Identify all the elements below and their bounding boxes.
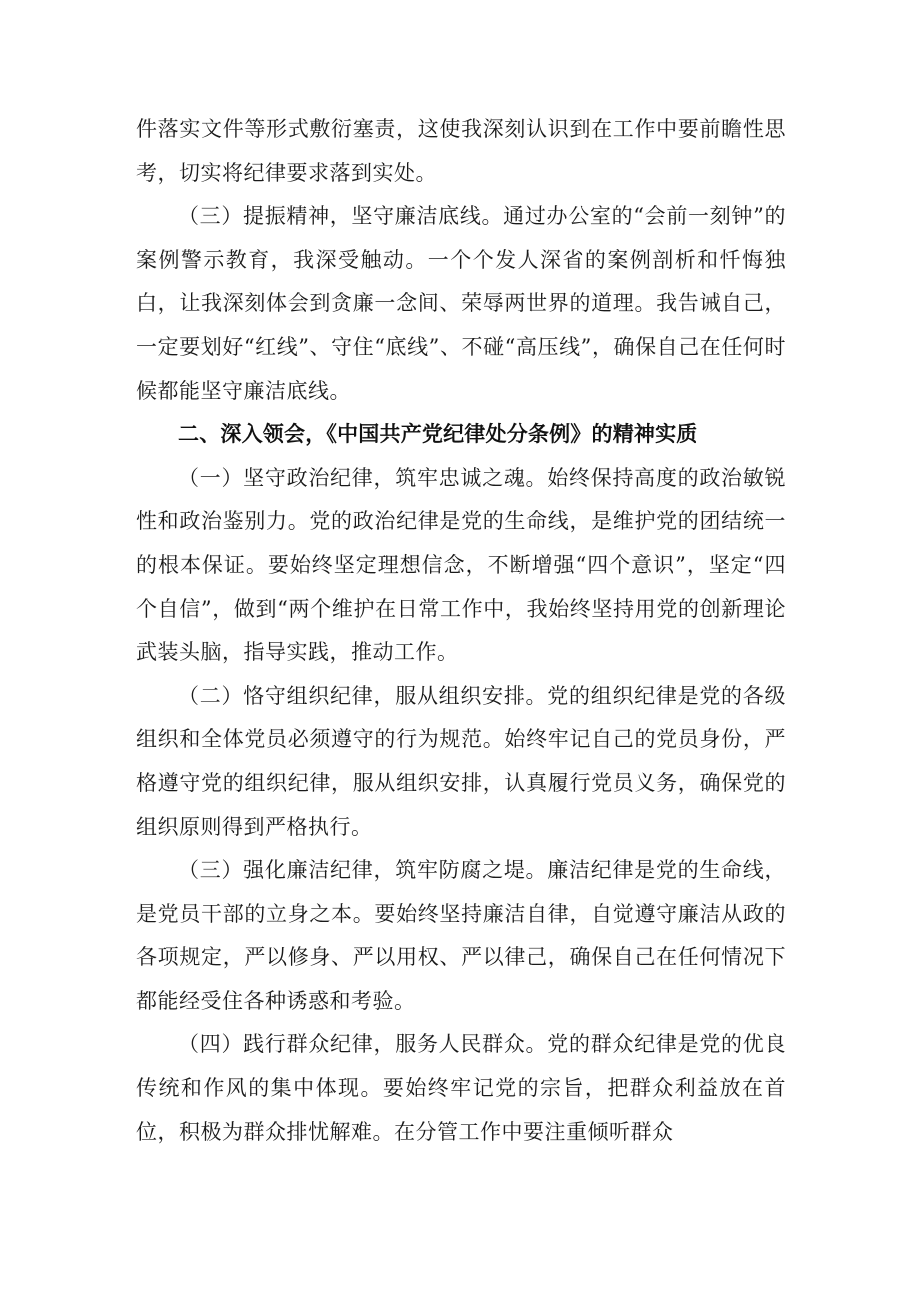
paragraph-section-2-3: （三）强化廉洁纪律，筑牢防腐之堤。廉洁纪律是党的生命线，是党员干部的立身之本。要始终坚持廉洁自律，自觉遵守廉洁从政的各项规定，严以修身、严以用权、严以律己，确保自己在任何情况下都能经受住各种诱惑和考验。	[136, 858, 786, 1013]
paragraph-section-2-4: （四）践行群众纪律，服务人民群众。党的群众纪律是党的优良传统和作风的集中体现。要始终牢记党的宗旨，把群众利益放在首位，积极为群众排忧解难。在分管工作中要注重倾听群众	[136, 1032, 786, 1144]
paragraph-section-2-1: （一）坚守政治纪律，筑牢忠诚之魂。始终保持高度的政治敏锐性和政治鉴别力。党的政治纪律是党的生命线，是维护党的团结统一的根本保证。要始终坚定理想信念，不断增强“四个意识”，坚定“四个自信”，做到“两个维护在日常工作中，我始终坚持用党的创新理论武装头脑，指导实践，推动工作。	[136, 465, 786, 665]
paragraph-continuation: 件落实文件等形式敷衍塞责，这使我深刻认识到在工作中要前瞻性思考，切实将纪律要求落到实处。	[136, 117, 786, 185]
section-heading-2: 二、深入领会，《中国共产党纪律处分条例》的精神实质	[178, 422, 698, 447]
document-body	[136, 108, 786, 1154]
paragraph-section-1-3: （三）提振精神，坚守廉洁底线。通过办公室的“会前一刻钟”的案例警示教育，我深受触动。一个个发人深省的案例剖析和忏悔独白，让我深刻体会到贪廉一念间、荣辱两世界的道理。我告诫自己，一定要划好“红线”、守住“底线”、不碰“高压线”，确保自己在任何时候都能坚守廉洁底线。	[136, 204, 786, 403]
paragraph-section-2-2: （二）恪守组织纪律，服从组织安排。党的组织纪律是党的各级组织和全体党员必须遵守的行为规范。始终牢记自己的党员身份，严格遵守党的组织纪律，服从组织安排，认真履行党员义务，确保党的组织原则得到严格执行。	[136, 683, 786, 839]
